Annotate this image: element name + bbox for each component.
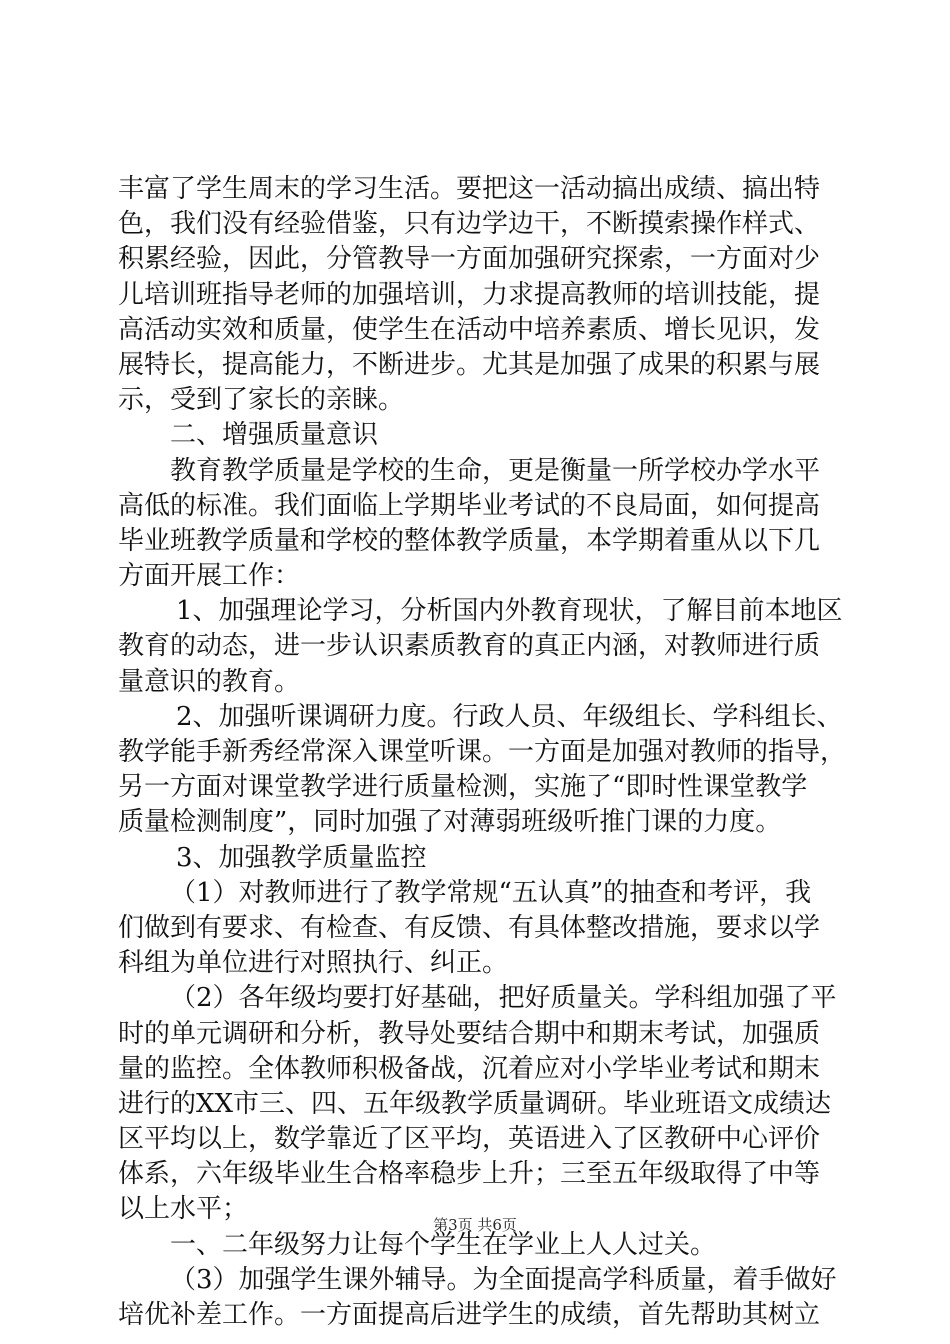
page-footer: 第3页 共6页: [433, 1216, 517, 1234]
list-item: 2、加强听课调研力度。行政人员、年级组长、学科组长、: [176, 701, 843, 732]
text-line: 另一方面对课堂教学进行质量检测，实施了“即时性课堂教学: [118, 772, 808, 803]
text-line: 们做到有要求、有检查、有反馈、有具体整改措施，要求以学: [118, 912, 821, 943]
text-line: 进行的XX市三、四、五年级教学质量调研。毕业班语文成绩达: [118, 1088, 832, 1119]
text-line: 毕业班教学质量和学校的整体教学质量，本学期着重从以下几: [118, 525, 821, 556]
text-line: 积累经验，因此，分管教导一方面加强研究探索，一方面对少: [118, 244, 821, 275]
text-line: 色，我们没有经验借鉴，只有边学边干，不断摸索操作样式、: [118, 209, 821, 240]
text-line: 高活动实效和质量，使学生在活动中培养素质、增长见识，发: [118, 314, 821, 345]
text-line: 一、二年级努力让每个学生在学业上人人过关。: [170, 1229, 717, 1260]
text-line: 丰富了学生周末的学习生活。要把这一活动搞出成绩、搞出特: [118, 174, 821, 204]
list-item: 1、加强理论学习，分析国内外教育现状，了解目前本地区: [176, 596, 843, 627]
text-line: 量的监控。全体教师积极备战，沉着应对小学毕业考试和期末: [118, 1053, 821, 1084]
text-line: 教学能手新秀经常深入课堂听课。一方面是加强对教师的指导，: [118, 737, 847, 767]
text-line: 方面开展工作：: [118, 561, 301, 592]
list-item: 3、加强教学质量监控: [176, 842, 427, 873]
text-line: 示，受到了家长的亲睐。: [118, 385, 405, 416]
section-heading: 二、增强质量意识: [170, 420, 379, 451]
text-line: 质量检测制度”，同时加强了对薄弱班级听推门课的力度。: [118, 807, 782, 838]
text-line: 时的单元调研和分析，教导处要结合期中和期末考试，加强质: [118, 1018, 821, 1049]
text-line: 培优补差工作。一方面提高后进学生的成绩，首先帮助其树立: [118, 1300, 821, 1330]
text-line: 量意识的教育。: [118, 666, 301, 697]
text-line: 教育教学质量是学校的生命，更是衡量一所学校办学水平: [170, 455, 821, 486]
text-line: 体系，六年级毕业生合格率稳步上升；三至五年级取得了中等: [118, 1159, 821, 1190]
text-line: 科组为单位进行对照执行、纠正。: [118, 948, 509, 979]
text-line: 展特长，提高能力，不断进步。尤其是加强了成果的积累与展: [118, 349, 821, 380]
body-text: [118, 172, 847, 1333]
list-item: （3）加强学生课外辅导。为全面提高学科质量，着手做好: [170, 1264, 837, 1295]
text-line: 以上水平；: [118, 1194, 249, 1225]
list-item: （2）各年级均要打好基础，把好质量关。学科组加强了平: [170, 983, 837, 1014]
text-line: 儿培训班指导老师的加强培训，力求提高教师的培训技能，提: [118, 279, 821, 310]
text-line: 教育的动态，进一步认识素质教育的真正内涵，对教师进行质: [118, 631, 821, 662]
list-item: （1）对教师进行了教学常规“五认真”的抽查和考评，我: [170, 877, 812, 908]
text-line: 高低的标准。我们面临上学期毕业考试的不良局面，如何提高: [118, 490, 821, 521]
text-line: 区平均以上，数学靠近了区平均，英语进入了区教研中心评价: [118, 1124, 821, 1155]
